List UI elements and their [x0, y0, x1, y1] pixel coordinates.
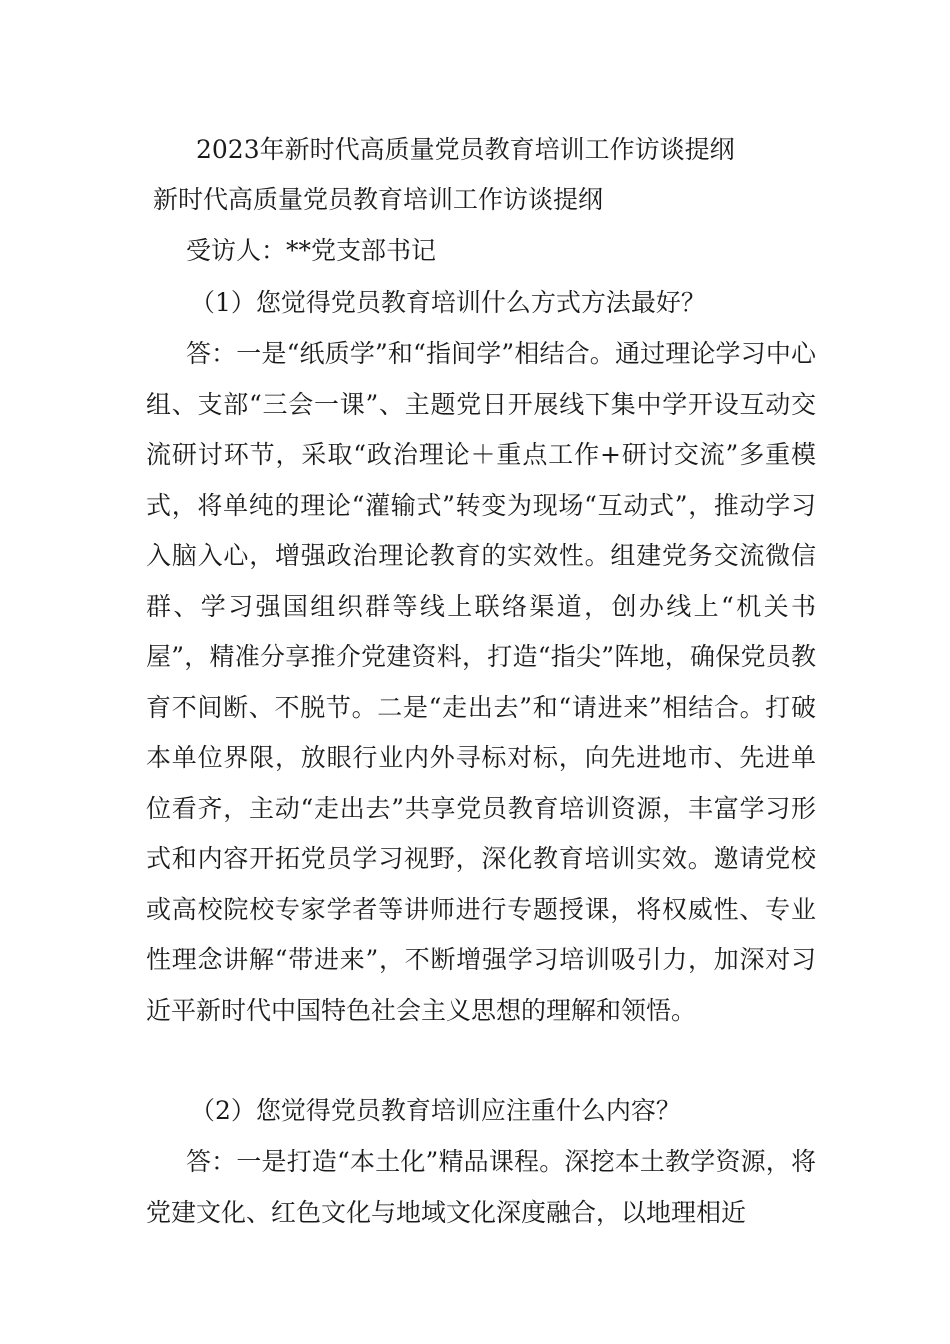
answer-2-paragraph: 答：一是打造“本土化”精品课程。深挖本土教学资源，将党建文化、红色文化与地域文化深度融合，以地理相近: [146, 1147, 816, 1227]
answer-1-paragraph: 答：一是“纸质学”和“指间学”相结合。通过理论学习中心组、支部“三会一课”、主题党日开展线下集中学开设互动交流研讨环节，采取“政治理论＋重点工作+研讨交流”多重模式，将单纯的理论“灌输式”转变为现场“互动式”，推动学习入脑入心，增强政治理论教育的实效性。组建党务交流微信群、学习强国组织群等线上联络渠道，创办线上“机关书屋”，精准分享推介党建资料，打造“指尖”阵地，确保党员教育不间断、不脱节。二是“走出去”和“请进来”相结合。打破本单位界限，放眼行业内外寻标对标，向先进地市、先进单位看齐，主动“走出去”共享党员教育培训资源，丰富学习形式和内容开拓党员学习视野，深化教育培训实效。邀请党校或高校院校专家学者等讲师进行专题授课，将权威性、专业性理念讲解“带进来”，不断增强学习培训吸引力，加深对习近平新时代中国特色社会主义思想的理解和领悟。: [146, 339, 816, 1025]
interviewee-line: 受访人：**党支部书记: [186, 236, 437, 265]
question-1: （1）您觉得党员教育培训什么方式方法最好？: [190, 288, 706, 317]
question-2: （2）您觉得党员教育培训应注重什么内容？: [190, 1096, 681, 1125]
document-subtitle: 新时代高质量党员教育培训工作访谈提纲: [153, 185, 604, 214]
document-title: 2023年新时代高质量党员教育培训工作访谈提纲: [196, 135, 735, 164]
